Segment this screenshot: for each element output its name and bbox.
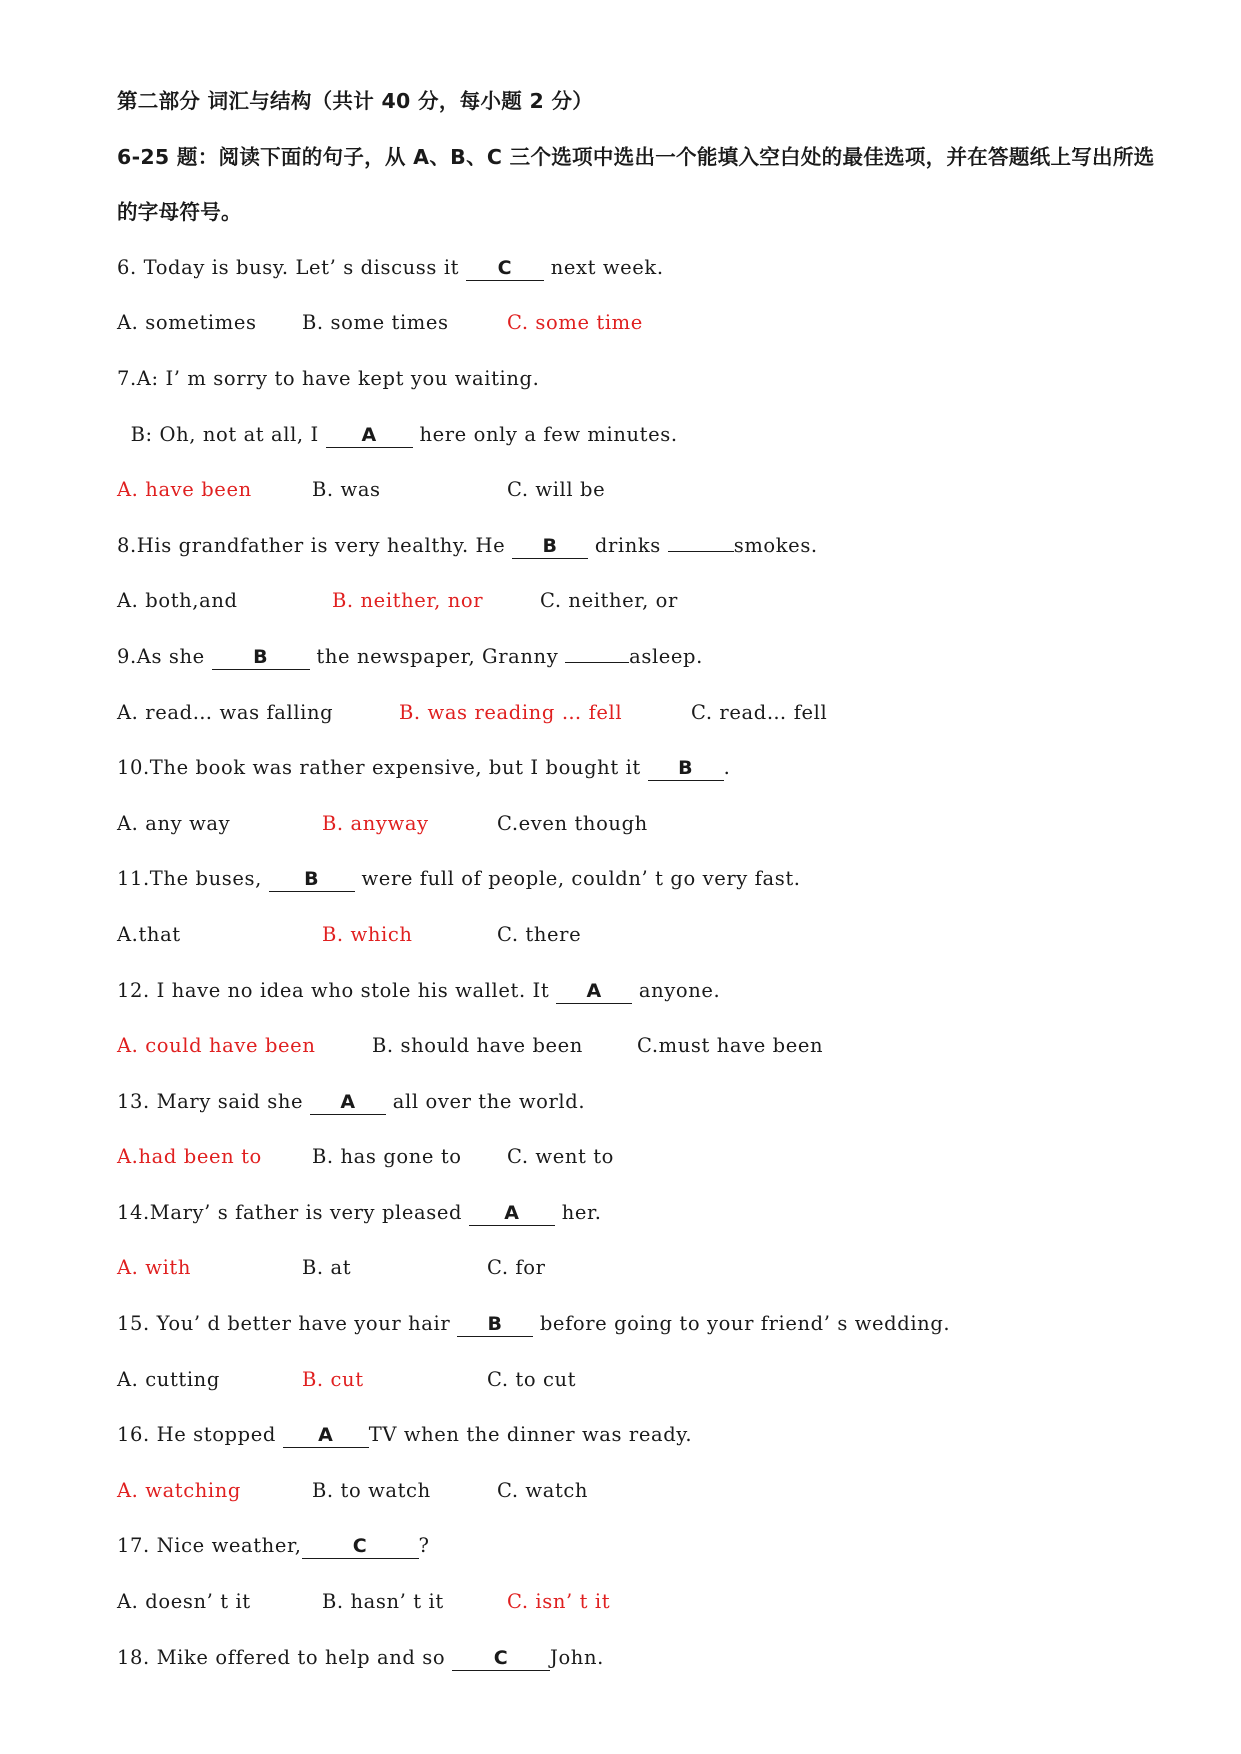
answer-blank-2 (565, 662, 629, 663)
question-stem-end: TV when the dinner was ready. (368, 1423, 693, 1447)
option-c: C. went to (507, 1145, 615, 1169)
options-6 (117, 306, 1197, 362)
option-c: C.even though (497, 811, 648, 835)
option-b: B. was (312, 478, 381, 502)
answer-blank: C (302, 1534, 419, 1559)
option-a: A. read… was falling (117, 700, 334, 724)
answer-blank: A (469, 1201, 555, 1226)
options-10 (117, 807, 1197, 863)
option-a: A. any way (117, 811, 231, 835)
answer-blank: A (326, 423, 413, 448)
option-b: B. some times (302, 311, 449, 335)
options-9 (117, 696, 1197, 752)
option-b: B. to watch (312, 1478, 431, 1502)
question-stem: 17. Nice weather, (117, 1534, 302, 1558)
option-a: A. with (117, 1256, 192, 1280)
answer-blank: B (648, 756, 724, 781)
question-stem-end: anyone. (632, 978, 721, 1002)
question-7-line-1: 7.A: I’ m sorry to have kept you waiting. (117, 366, 540, 390)
answer-blank: B (512, 534, 588, 559)
option-a: A. doesn’ t it (117, 1590, 251, 1614)
section-title: 第二部分 词汇与结构（共计 40 分，每小题 2 分） (117, 89, 594, 113)
question-17 (117, 1529, 1197, 1585)
option-b: B. at (302, 1256, 352, 1280)
question-13 (117, 1085, 1197, 1141)
question-stem: 10.The book was rather expensive, but I bought it (117, 756, 648, 780)
question-stem-end: asleep. (629, 644, 703, 668)
option-c: C. watch (497, 1478, 589, 1502)
answer-blank-2 (668, 551, 734, 552)
question-18 (117, 1641, 1197, 1697)
question-7-line-2 (117, 418, 1197, 474)
option-c: C. neither, or (540, 589, 678, 613)
option-c: C. read… fell (691, 700, 828, 724)
option-b: B. neither, nor (332, 589, 484, 613)
options-15 (117, 1363, 1197, 1419)
question-stem-end: were full of people, couldn’ t go very fast. (354, 867, 801, 891)
question-16 (117, 1418, 1197, 1474)
option-c: C. for (487, 1256, 546, 1280)
question-stem: 16. He stopped (117, 1423, 283, 1447)
question-14 (117, 1196, 1197, 1252)
question-stem-end: . (723, 756, 731, 780)
question-stem-end: ? (418, 1534, 430, 1558)
answer-blank: B (269, 867, 355, 892)
question-10 (117, 751, 1197, 807)
option-a: A. watching (117, 1478, 241, 1502)
instructions-line-1: 6-25 题：阅读下面的句子，从 A、B、C 三个选项中选出一个能填入空白处的最佳选项，并在答题纸上写出所选 (117, 144, 1155, 169)
question-stem-end: John. (550, 1645, 604, 1669)
option-c: C. will be (507, 478, 606, 502)
options-7 (117, 473, 1197, 529)
option-b: B. has gone to (312, 1145, 462, 1169)
option-a: A. both,and (117, 589, 238, 613)
question-stem-end: smokes. (733, 533, 818, 557)
option-c: C.must have been (637, 1034, 824, 1058)
question-stem: 9.As she (117, 644, 212, 668)
option-c: C. there (497, 922, 582, 946)
option-c: C. isn’ t it (507, 1590, 611, 1614)
question-8 (117, 529, 1197, 585)
question-6 (117, 251, 1197, 307)
option-a: A. could have been (117, 1034, 316, 1058)
option-b: B. which (322, 922, 413, 946)
question-stem-middle: drinks (588, 533, 668, 557)
options-17 (117, 1585, 1197, 1641)
answer-blank: B (212, 645, 310, 670)
question-9 (117, 640, 1197, 696)
options-16 (117, 1474, 1197, 1530)
option-a: A. sometimes (117, 311, 257, 335)
options-11 (117, 918, 1197, 974)
question-stem-end: all over the world. (386, 1089, 586, 1113)
question-stem: 15. You’ d better have your hair (117, 1312, 458, 1336)
answer-blank: C (452, 1646, 550, 1671)
option-b: B. hasn’ t it (322, 1590, 444, 1614)
option-b: B. was reading … fell (399, 700, 623, 724)
question-stem-end: here only a few minutes. (412, 422, 678, 446)
options-14 (117, 1251, 1197, 1307)
answer-blank: B (457, 1312, 533, 1337)
question-stem: 14.Mary’ s father is very pleased (117, 1200, 469, 1224)
option-a: A. have been (117, 478, 252, 502)
question-12 (117, 974, 1197, 1030)
option-a: A.had been to (117, 1145, 262, 1169)
answer-blank: A (310, 1090, 386, 1115)
option-b: B. anyway (322, 811, 429, 835)
answer-blank: C (466, 256, 544, 281)
instructions-line-2: 的字母符号。 (117, 200, 242, 225)
options-12 (117, 1029, 1197, 1085)
option-a: A.that (117, 922, 181, 946)
question-stem-middle: the newspaper, Granny (309, 644, 566, 668)
question-stem-end: next week. (543, 255, 664, 279)
option-b: B. cut (302, 1367, 364, 1391)
answer-blank: A (556, 979, 632, 1004)
exam-page (117, 84, 1197, 1696)
option-c: C. to cut (487, 1367, 577, 1391)
answer-blank: A (283, 1423, 369, 1448)
question-stem: 12. I have no idea who stole his wallet. It (117, 978, 557, 1002)
option-c: C. some time (507, 311, 643, 335)
question-stem: B: Oh, not at all, I (117, 422, 326, 446)
question-stem: 18. Mike offered to help and so (117, 1645, 453, 1669)
question-stem: 6. Today is busy. Let’ s discuss it (117, 255, 466, 279)
question-stem: 8.His grandfather is very healthy. He (117, 533, 513, 557)
question-stem-end: her. (554, 1200, 602, 1224)
question-stem: 11.The buses, (117, 867, 269, 891)
question-stem: 13. Mary said she (117, 1089, 310, 1113)
question-stem-end: before going to your friend’ s wedding. (533, 1312, 951, 1336)
options-13 (117, 1140, 1197, 1196)
option-b: B. should have been (372, 1034, 583, 1058)
question-11 (117, 862, 1197, 918)
option-a: A. cutting (117, 1367, 220, 1391)
options-8 (117, 584, 1197, 640)
question-15 (117, 1307, 1197, 1363)
